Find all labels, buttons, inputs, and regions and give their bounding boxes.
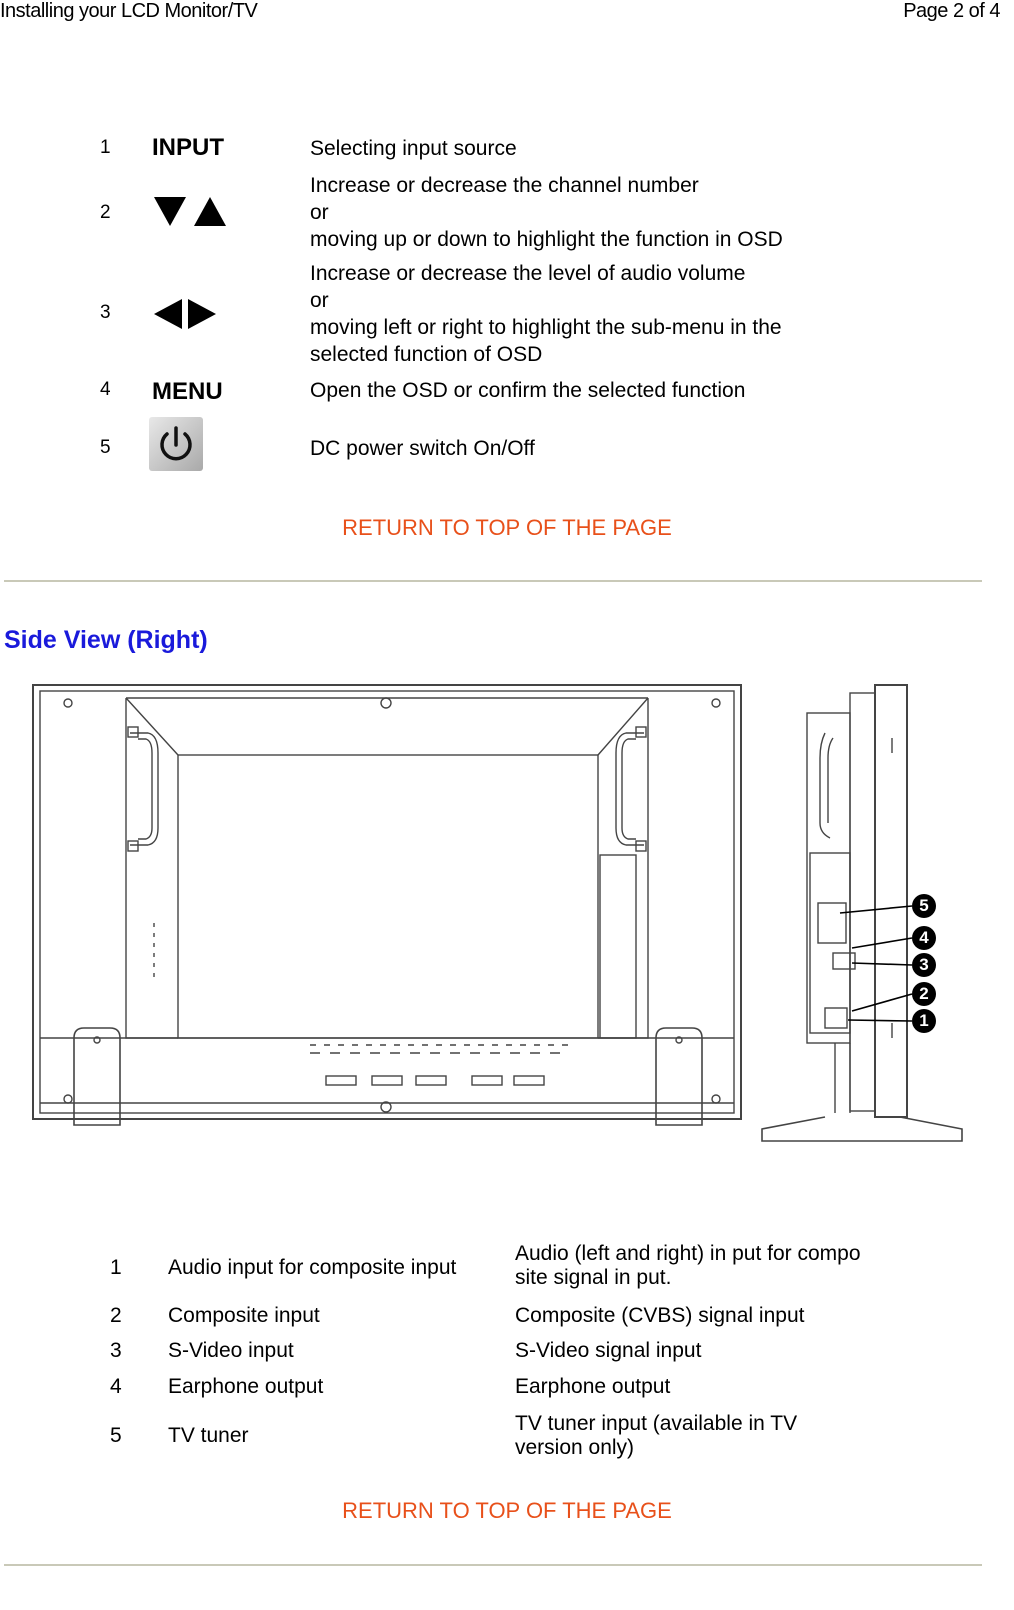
connector-name: Composite input [168, 1304, 320, 1327]
connector-number: 3 [110, 1339, 122, 1362]
connector-name: Earphone output [168, 1375, 324, 1398]
callout-badge: 2 [912, 982, 936, 1006]
control-description: Increase or decrease the channel number or moving up or down to highlight the function in OSD [310, 174, 783, 251]
connector-name: Audio input for composite input [168, 1256, 457, 1279]
connector-name: TV tuner [168, 1424, 249, 1447]
connector-description: S-Video signal input [515, 1339, 702, 1362]
control-description: Increase or decrease the level of audio volume or moving left or right to highlight the sub-menu in the selected function of OSD [310, 262, 782, 366]
return-to-top-link[interactable]: RETURN TO TOP OF THE PAGE [342, 515, 672, 540]
control-number: 5 [100, 437, 111, 458]
callout-badge: 1 [912, 1009, 936, 1033]
connector-number: 5 [110, 1424, 122, 1447]
side-view-diagram [30, 683, 970, 1153]
control-description: Open the OSD or confirm the selected function [310, 379, 746, 402]
control-key-label: INPUT [152, 134, 224, 161]
connector-number: 4 [110, 1375, 122, 1398]
section-title: Side View (Right) [4, 626, 208, 654]
connector-description: TV tuner input (available in TV version only) [515, 1412, 798, 1459]
left-right-triangles-icon [152, 297, 218, 336]
connector-number: 2 [110, 1304, 122, 1327]
control-number: 1 [100, 137, 111, 158]
return-to-top-link[interactable]: RETURN TO TOP OF THE PAGE [342, 1498, 672, 1523]
connector-name: S-Video input [168, 1339, 294, 1362]
connector-description: Composite (CVBS) signal input [515, 1304, 805, 1327]
control-number: 3 [100, 302, 111, 323]
connector-description: Audio (left and right) in put for compo site signal in put. [515, 1242, 861, 1289]
control-number: 4 [100, 379, 111, 400]
callout-badge: 5 [912, 894, 936, 918]
power-icon [149, 417, 203, 476]
control-number: 2 [100, 202, 111, 223]
callout-badge: 3 [912, 953, 936, 977]
callout-badge: 4 [912, 926, 936, 950]
control-description: DC power switch On/Off [310, 437, 535, 460]
connector-description: Earphone output [515, 1375, 671, 1398]
divider [4, 1564, 982, 1566]
connector-number: 1 [110, 1256, 122, 1279]
header-page-number: Page 2 of 4 [903, 0, 1000, 22]
divider [4, 580, 982, 582]
control-key-label: MENU [152, 378, 223, 405]
header-title: Installing your LCD Monitor/TV [0, 0, 258, 22]
control-description: Selecting input source [310, 137, 517, 160]
down-up-triangles-icon [152, 195, 228, 234]
